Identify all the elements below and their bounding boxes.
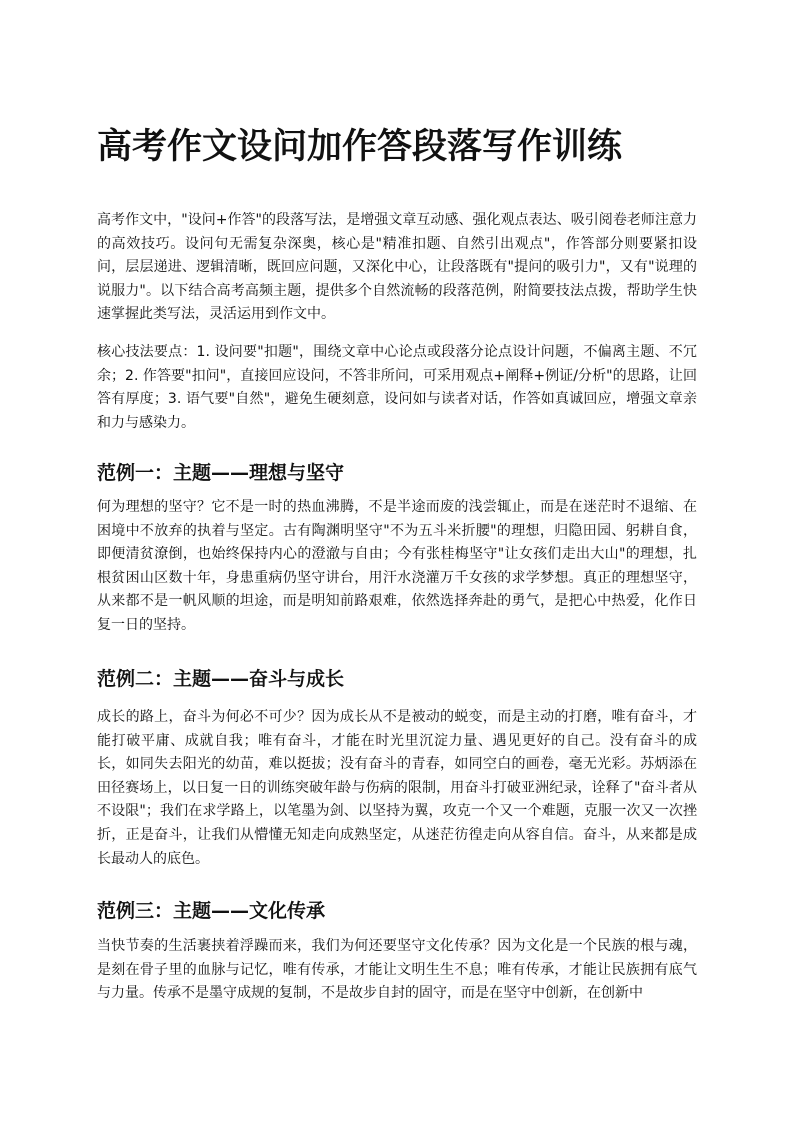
example-3-heading: 范例三：主题——文化传承 bbox=[97, 900, 326, 922]
tips-paragraph: 核心技法要点：1. 设问要"扣题"，围绕文章中心论点或段落分论点设计问题，不偏离主题、不冗余；2. 作答要"扣问"，直接回应设问，不答非所问，可采用观点+阐释+例证/分析"的思路，让回答有厚度；3. 语气要"自然"，避免生硬刻意，设问如与读者对话，作答如真诚回应，增强文章亲和力与感染力。 bbox=[97, 344, 697, 431]
intro-paragraph: 高考作文中，"设问+作答"的段落写法，是增强文章互动感、强化观点表达、吸引阅卷老师注意力的高效技巧。设问句无需复杂深奥，核心是"精准扣题、自然引出观点"，作答部分则要紧扣设问，层层递进、逻辑清晰，既回应问题，又深化中心，让段落既有"提问的吸引力"，又有"说理的说服力"。以下结合高考高频主题，提供多个自然流畅的段落范例，附简要技法点拨，帮助学生快速掌握此类写法，灵活运用到作文中。 bbox=[97, 212, 697, 323]
example-2-heading: 范例二：主题——奋斗与成长 bbox=[97, 668, 345, 690]
example-3-body: 当快节奏的生活裹挟着浮躁而来，我们为何还要坚守文化传承？因为文化是一个民族的根与魂，是刻在骨子里的血脉与记忆，唯有传承，才能让文明生生不息；唯有传承，才能让民族拥有底气与力量。传承不是墨守成规的复制，不是故步自封的固守，而是在坚守中创新，在创新中 bbox=[97, 938, 697, 1002]
example-1-heading: 范例一：主题——理想与坚守 bbox=[97, 462, 345, 484]
document-title: 高考作文设问加作答段落写作训练 bbox=[97, 127, 623, 167]
example-1-body: 何为理想的坚守？它不是一时的热血沸腾，不是半途而废的浅尝辄止，而是在迷茫时不退缩、在困境中不放弃的执着与坚定。古有陶渊明坚守"不为五斗米折腰"的理想，归隐田园、躬耕自食，即便清贫潦倒，也始终保持内心的澄澈与自由；今有张桂梅坚守"让女孩们走出大山"的理想，扎根贫困山区数十年，身患重病仍坚守讲台，用汗水浇灌万千女孩的求学梦想。真正的理想坚守，从来都不是一帆风顺的坦途，而是明知前路艰难，依然选择奔赴的勇气，是把心中热爱，化作日复一日的坚持。 bbox=[97, 499, 697, 633]
example-2-body: 成长的路上，奋斗为何必不可少？因为成长从不是被动的蜕变，而是主动的打磨，唯有奋斗，才能打破平庸、成就自我；唯有奋斗，才能在时光里沉淀力量、遇见更好的自己。没有奋斗的成长，如同失去阳光的幼苗，难以挺拔；没有奋斗的青春，如同空白的画卷，毫无光彩。苏炳添在田径赛场上，以日复一日的训练突破年龄与伤病的限制，用奋斗打破亚洲纪录，诠释了"奋斗者从不设限"；我们在求学路上，以笔墨为剑、以坚持为翼，攻克一个又一个难题，克服一次又一次挫折，正是奋斗，让我们从懵懂无知走向成熟坚定，从迷茫彷徨走向从容自信。奋斗，从来都是成长最动人的底色。 bbox=[97, 709, 697, 867]
